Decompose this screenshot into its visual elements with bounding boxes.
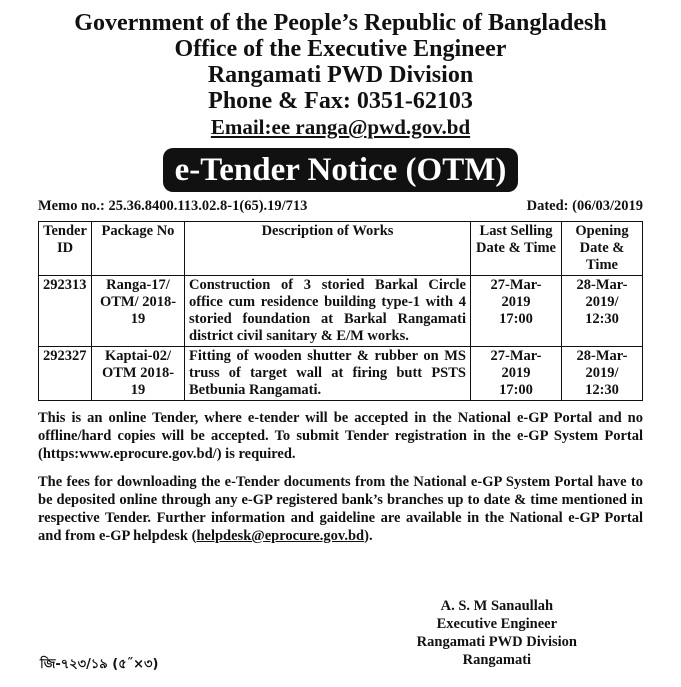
cell-tender-id: 292313 (39, 276, 92, 347)
signatory-office: Rangamati PWD Division (416, 634, 577, 650)
cell-package: Ranga-17/ OTM/ 2018-19 (92, 276, 185, 347)
division-title: Rangamati PWD Division (207, 62, 474, 88)
table-row (39, 276, 643, 347)
cell-tender-id: 292327 (39, 347, 92, 401)
memo-row (38, 198, 643, 215)
online-tender-paragraph: This is an online Tender, where e-tender will be accepted in the National e-GP Portal and no offline/hard copies will be accepted. To submit Tender registration in the e-GP System Portal (https:www.eprocure.gov.bd/) is required. (38, 410, 643, 462)
table-header-row (39, 222, 643, 276)
cell-opening: 28-Mar- 2019/ 12:30 (562, 276, 643, 347)
notice-banner: e-Tender Notice (OTM) (163, 148, 519, 192)
phone-fax: Phone & Fax: 0351-62103 (208, 88, 473, 114)
signature-block (417, 597, 577, 669)
email-address: Email:ee ranga@pwd.gov.bd (210, 115, 471, 139)
reference-code: জি-৭২৩/১৯ (৫˝×৩) (40, 657, 159, 672)
header-tender-id: Tender ID (39, 222, 92, 276)
fees-paragraph (38, 473, 643, 545)
signatory-place: Rangamati (462, 652, 532, 668)
header-opening: Opening Date & Time (562, 222, 643, 276)
header-package: Package No (92, 222, 185, 276)
government-title: Government of the People’s Republic of Bangladesh (74, 10, 607, 36)
memo-number: Memo no.: 25.36.8400.113.02.8-1(65).19/713 (38, 198, 308, 214)
tender-table (38, 221, 643, 401)
cell-opening: 28-Mar- 2019/ 12:30 (562, 347, 643, 401)
header-description: Description of Works (185, 222, 471, 276)
cell-description: Fitting of wooden shutter & rubber on MS truss of target wall at firing butt PSTS Betbunia Rangamati. (185, 347, 471, 401)
banner-container (38, 148, 643, 192)
fees-paragraph-end: ). (364, 528, 373, 544)
cell-last-selling: 27-Mar- 2019 17:00 (471, 276, 562, 347)
table-row (39, 347, 643, 401)
signatory-title: Executive Engineer (436, 616, 558, 632)
notice-header (38, 10, 643, 140)
helpdesk-email-link[interactable]: helpdesk@eprocure.gov.bd (196, 528, 365, 544)
cell-last-selling: 27-Mar- 2019 17:00 (471, 347, 562, 401)
memo-date: Dated: (06/03/2019 (526, 198, 643, 214)
cell-description: Construction of 3 storied Barkal Circle office cum residence building type-1 with 4 storied foundation at Barkal Rangamati district civil sanitary & E/M works. (185, 276, 471, 347)
header-last-selling: Last Selling Date & Time (471, 222, 562, 276)
fees-paragraph-text: The fees for downloading the e-Tender documents from the National e-GP System Portal have to be deposited online through any e-GP registered bank’s branches up to date & time mentioned in respective Tender. Further information and gaideline are available in the National e-GP Portal and from e-GP helpdesk ( (38, 474, 643, 544)
office-title: Office of the Executive Engineer (174, 36, 507, 62)
signatory-name: A. S. M Sanaullah (440, 598, 554, 614)
cell-package: Kaptai-02/ OTM 2018-19 (92, 347, 185, 401)
